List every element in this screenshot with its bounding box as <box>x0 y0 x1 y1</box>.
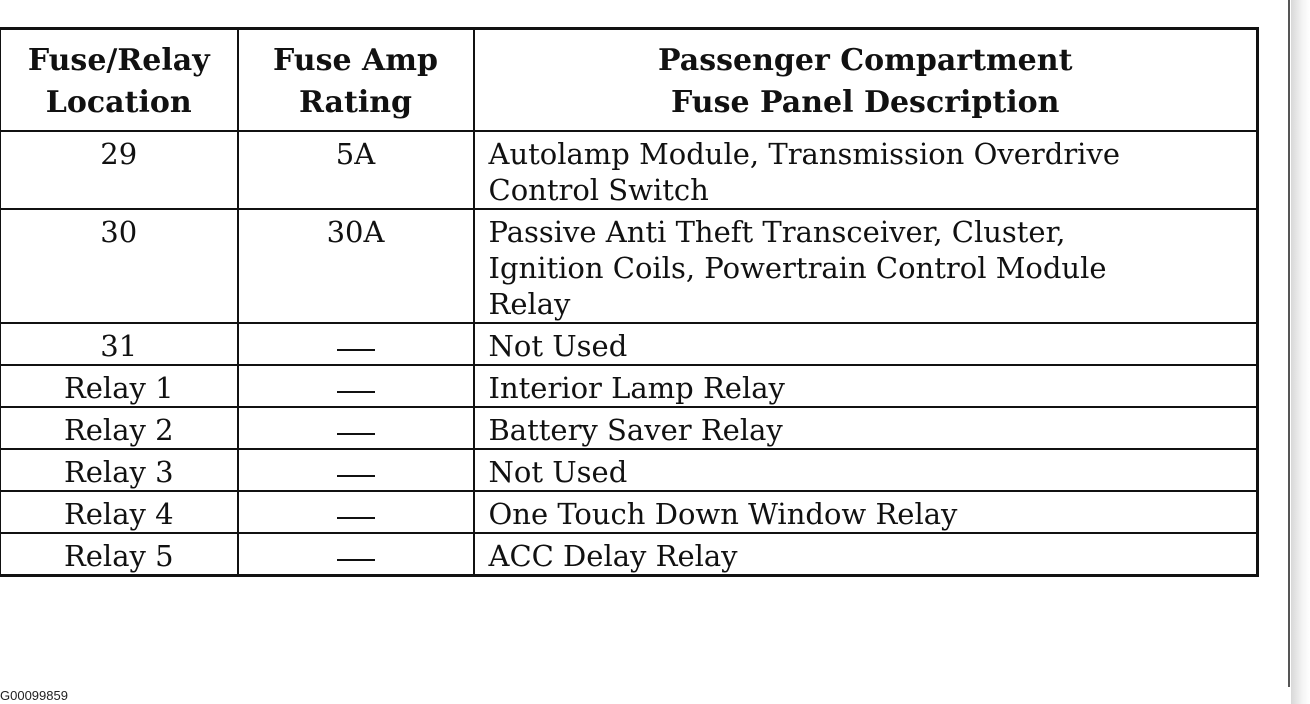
header-location-line-2: Location <box>45 85 192 120</box>
header-description-line-2: Fuse Panel Description <box>671 85 1060 120</box>
cell-description <box>474 131 1258 209</box>
description-line: Not Used <box>488 455 628 489</box>
cell-location: Relay 1 <box>0 365 238 407</box>
cell-description <box>474 209 1258 323</box>
page-edge-shadow <box>1291 0 1310 704</box>
description-line: Battery Saver Relay <box>488 413 783 447</box>
table-row <box>0 533 1258 576</box>
cell-description <box>474 449 1258 491</box>
table-row <box>0 407 1258 449</box>
table-row <box>0 365 1258 407</box>
cell-location: Relay 4 <box>0 491 238 533</box>
table-row <box>0 449 1258 491</box>
cell-location: 31 <box>0 323 238 365</box>
cell-description <box>474 323 1258 365</box>
rating-dash <box>337 517 375 519</box>
cell-rating <box>238 449 474 491</box>
cell-location: Relay 2 <box>0 407 238 449</box>
description-line: Passive Anti Theft Transceiver, Cluster, <box>488 215 1066 249</box>
cell-rating <box>238 323 474 365</box>
cell-rating <box>238 365 474 407</box>
description-line: ACC Delay Relay <box>488 539 738 573</box>
page-edge-border <box>1288 0 1290 687</box>
table-row <box>0 323 1258 365</box>
table-header-row <box>0 29 1258 132</box>
cell-location: 29 <box>0 131 238 209</box>
table-row <box>0 131 1258 209</box>
figure-id: G00099859 <box>0 688 68 703</box>
cell-location: Relay 5 <box>0 533 238 576</box>
rating-dash <box>337 475 375 477</box>
cell-location: Relay 3 <box>0 449 238 491</box>
cell-location: 30 <box>0 209 238 323</box>
header-rating-line-1: Fuse Amp <box>273 43 438 78</box>
rating-dash <box>337 433 375 435</box>
description-line: Control Switch <box>488 173 709 207</box>
rating-dash <box>337 349 375 351</box>
cell-description <box>474 491 1258 533</box>
cell-rating <box>238 491 474 533</box>
description-line: One Touch Down Window Relay <box>488 497 958 531</box>
cell-description <box>474 533 1258 576</box>
table-body <box>0 131 1258 576</box>
rating-dash <box>337 391 375 393</box>
description-line: Not Used <box>488 329 628 363</box>
description-line: Interior Lamp Relay <box>488 371 785 405</box>
cell-rating: 5A <box>238 131 474 209</box>
header-description <box>474 29 1258 132</box>
cell-rating <box>238 407 474 449</box>
header-description-line-1: Passenger Compartment <box>658 43 1073 78</box>
header-rating <box>238 29 474 132</box>
cell-rating <box>238 533 474 576</box>
description-line: Ignition Coils, Powertrain Control Module <box>488 251 1107 285</box>
cell-description <box>474 407 1258 449</box>
fuse-relay-table <box>0 27 1259 577</box>
header-location-line-1: Fuse/Relay <box>27 43 210 78</box>
description-line: Relay <box>488 287 571 321</box>
cell-description <box>474 365 1258 407</box>
header-location <box>0 29 238 132</box>
header-rating-line-2: Rating <box>298 85 413 120</box>
table-row <box>0 209 1258 323</box>
description-line: Autolamp Module, Transmission Overdrive <box>488 137 1121 171</box>
table-row <box>0 491 1258 533</box>
rating-dash <box>337 559 375 561</box>
cell-rating: 30A <box>238 209 474 323</box>
